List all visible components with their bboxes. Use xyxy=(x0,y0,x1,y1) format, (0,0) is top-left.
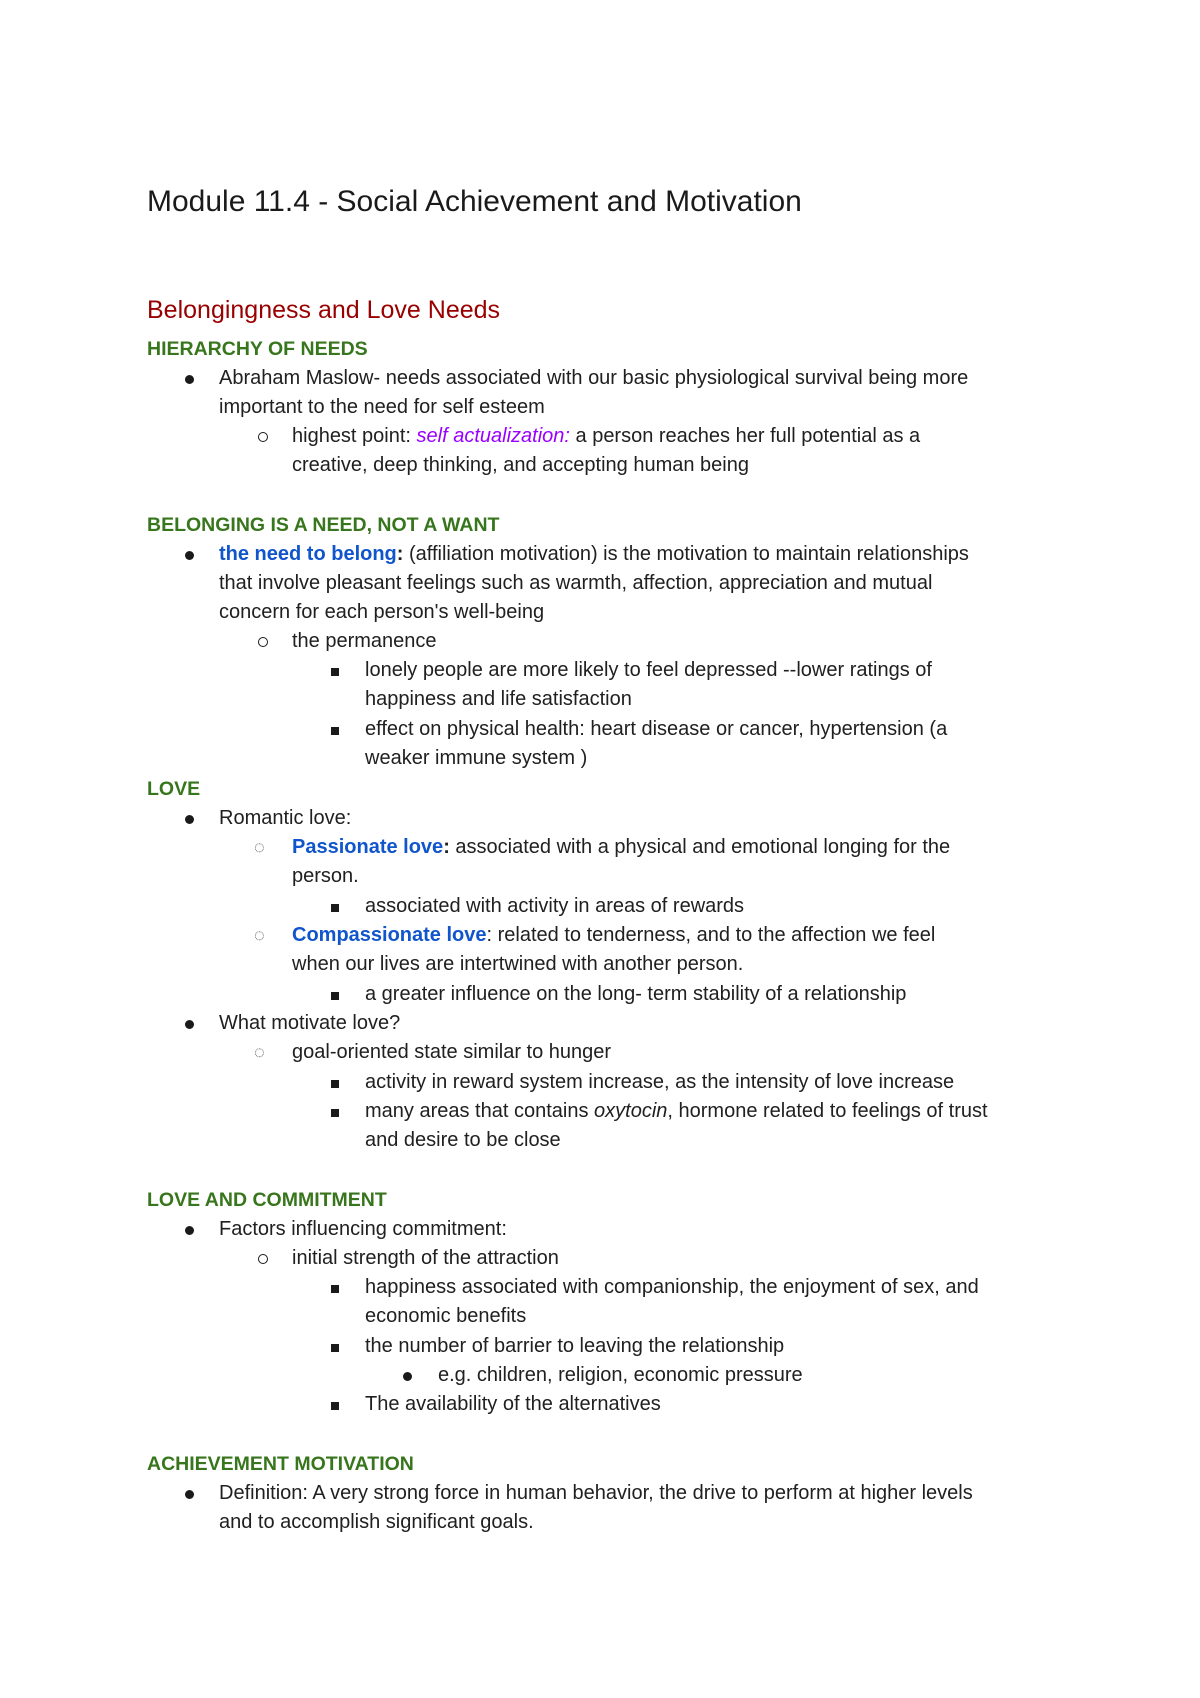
bullet-dot-icon xyxy=(185,815,194,824)
list-item: Abraham Maslow- needs associated with our basic physiological survival being more xyxy=(219,367,969,389)
heading-hierarchy: HIERARCHY OF NEEDS xyxy=(147,338,368,360)
list-item: What motivate love? xyxy=(219,1012,401,1034)
heading-love: LOVE xyxy=(147,778,201,800)
heading-achievement: ACHIEVEMENT MOTIVATION xyxy=(147,1453,414,1475)
list-item: Romantic love: xyxy=(219,807,352,829)
section-title: Belongingness and Love Needs xyxy=(147,296,501,324)
bullet-square-icon xyxy=(331,727,339,735)
list-item-cont: that involve pleasant feelings such as warmth, affection, appreciation and mutual xyxy=(219,572,933,594)
bullet-dotted-circle-icon: ◌ xyxy=(254,925,265,945)
list-item: lonely people are more likely to feel depressed --lower ratings of xyxy=(365,659,932,681)
list-item-cont: weaker immune system ) xyxy=(365,747,588,769)
list-item: highest point: self actualization: a person reaches her full potential as a xyxy=(292,425,921,447)
list-item: activity in reward system increase, as the intensity of love increase xyxy=(365,1071,955,1093)
list-item: happiness associated with companionship, the enjoyment of sex, and xyxy=(365,1276,979,1298)
bullet-square-icon xyxy=(331,904,339,912)
bullet-square-icon xyxy=(331,1285,339,1293)
list-item: initial strength of the attraction xyxy=(292,1247,559,1269)
bullet-circle-icon xyxy=(258,637,268,647)
term-compassionate-love: Compassionate love xyxy=(292,924,487,946)
bullet-dot-icon xyxy=(185,1490,194,1499)
list-item: Compassionate love: related to tenderness, and to the affection we feel xyxy=(292,924,936,946)
list-item-cont: happiness and life satisfaction xyxy=(365,688,632,710)
term-self-actualization: self actualization: xyxy=(416,425,570,447)
list-item-cont: concern for each person's well-being xyxy=(219,601,545,623)
bullet-square-icon xyxy=(331,1109,339,1117)
list-item: e.g. children, religion, economic pressure xyxy=(438,1364,803,1386)
bullet-dot-icon xyxy=(185,375,194,384)
bullet-square-icon xyxy=(331,1344,339,1352)
list-item: Definition: A very strong force in human behavior, the drive to perform at higher levels xyxy=(219,1482,973,1504)
bullet-dotted-circle-icon: ◌ xyxy=(254,1042,265,1062)
list-item: the permanence xyxy=(292,630,437,652)
bullet-square-icon xyxy=(331,668,339,676)
list-item: The availability of the alternatives xyxy=(365,1393,661,1415)
list-item: Factors influencing commitment: xyxy=(219,1218,507,1240)
list-item-cont: person. xyxy=(292,865,359,887)
bullet-dotted-circle-icon: ◌ xyxy=(254,837,265,857)
heading-belonging: BELONGING IS A NEED, NOT A WANT xyxy=(147,514,500,536)
list-item: Passionate love: associated with a physical and emotional longing for the xyxy=(292,836,951,858)
bullet-dot-icon xyxy=(185,551,194,560)
list-item-cont: important to the need for self esteem xyxy=(219,396,545,418)
list-item: the number of barrier to leaving the relationship xyxy=(365,1335,785,1357)
bullet-dot-icon xyxy=(403,1372,412,1381)
bullet-square-icon xyxy=(331,1080,339,1088)
term-oxytocin: oxytocin xyxy=(594,1100,668,1122)
bullet-circle-icon xyxy=(258,432,268,442)
page-title: Module 11.4 - Social Achievement and Motivation xyxy=(147,185,802,218)
list-item-cont: when our lives are intertwined with another person. xyxy=(292,953,744,975)
bullet-square-icon xyxy=(331,992,339,1000)
heading-love-commitment: LOVE AND COMMITMENT xyxy=(147,1189,387,1211)
list-item: goal-oriented state similar to hunger xyxy=(292,1041,612,1063)
term-need-to-belong: the need to belong xyxy=(219,543,397,565)
bullet-circle-icon xyxy=(258,1254,268,1264)
list-item: the need to belong: (affiliation motivation) is the motivation to maintain relationships xyxy=(219,543,969,565)
list-item: a greater influence on the long- term stability of a relationship xyxy=(365,983,907,1005)
bullet-dot-icon xyxy=(185,1020,194,1029)
list-item-cont: economic benefits xyxy=(365,1305,527,1327)
list-item: associated with activity in areas of rewards xyxy=(365,895,745,917)
bullet-dot-icon xyxy=(185,1226,194,1235)
term-passionate-love: Passionate love xyxy=(292,836,444,858)
list-item-cont: and to accomplish significant goals. xyxy=(219,1511,534,1533)
list-item: effect on physical health: heart disease or cancer, hypertension (a xyxy=(365,718,948,740)
list-item-cont: creative, deep thinking, and accepting human being xyxy=(292,454,749,476)
list-item: many areas that contains oxytocin, hormone related to feelings of trust xyxy=(365,1100,988,1122)
bullet-square-icon xyxy=(331,1402,339,1410)
list-item-cont: and desire to be close xyxy=(365,1129,561,1151)
